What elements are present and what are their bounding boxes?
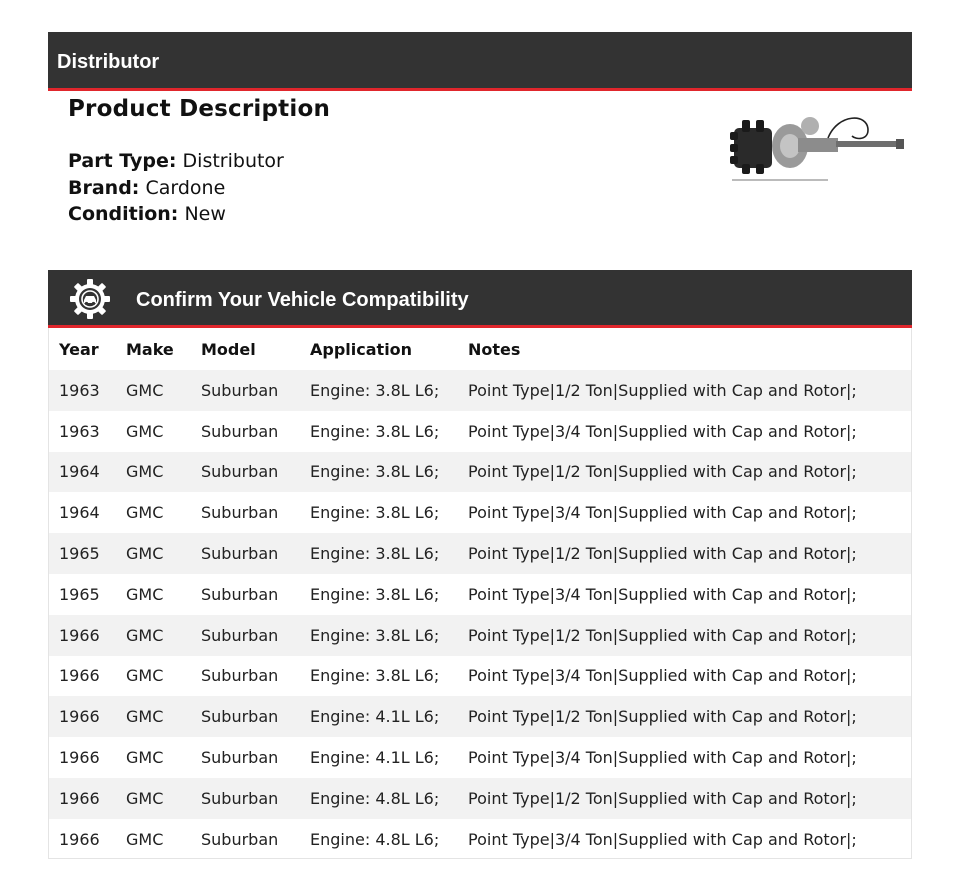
cell-year: 1965 [59, 584, 100, 604]
table-row [49, 656, 911, 697]
compatibility-bar [48, 270, 912, 328]
table-row [49, 778, 911, 819]
cell-application: Engine: 4.8L L6; [310, 829, 440, 849]
cell-model: Suburban [201, 380, 279, 400]
field-value: Distributor [182, 150, 284, 172]
cell-model: Suburban [201, 748, 279, 768]
cell-application: Engine: 3.8L L6; [310, 625, 440, 645]
cell-year: 1966 [59, 625, 100, 645]
cell-year: 1964 [59, 503, 100, 523]
cell-make: GMC [126, 748, 164, 768]
table-row [49, 696, 911, 737]
column-header-model: Model [201, 339, 256, 359]
cell-notes: Point Type|3/4 Ton|Supplied with Cap and Rotor|; [468, 829, 857, 849]
cell-model: Suburban [201, 788, 279, 808]
compatibility-table [48, 328, 912, 859]
cell-make: GMC [126, 421, 164, 441]
table-row [49, 574, 911, 615]
cell-application: Engine: 3.8L L6; [310, 503, 440, 523]
cell-make: GMC [126, 544, 164, 564]
compatibility-title: Confirm Your Vehicle Compatibility [136, 289, 469, 311]
cell-year: 1966 [59, 707, 100, 727]
cell-make: GMC [126, 503, 164, 523]
table-row [49, 492, 911, 533]
column-header-make: Make [126, 339, 174, 359]
cell-notes: Point Type|3/4 Ton|Supplied with Cap and Rotor|; [468, 666, 857, 686]
cell-model: Suburban [201, 829, 279, 849]
cell-year: 1966 [59, 788, 100, 808]
condition-row [68, 201, 708, 228]
cell-make: GMC [126, 829, 164, 849]
field-label: Part Type: [68, 150, 177, 172]
cell-notes: Point Type|1/2 Ton|Supplied with Cap and Rotor|; [468, 788, 857, 808]
column-header-year: Year [59, 339, 99, 359]
cell-model: Suburban [201, 462, 279, 482]
field-value: New [184, 203, 226, 225]
cell-notes: Point Type|1/2 Ton|Supplied with Cap and Rotor|; [468, 380, 857, 400]
description-heading: Product Description [68, 96, 331, 122]
cell-application: Engine: 3.8L L6; [310, 380, 440, 400]
cell-make: GMC [126, 666, 164, 686]
brand-row [68, 175, 708, 202]
cell-model: Suburban [201, 421, 279, 441]
cell-application: Engine: 3.8L L6; [310, 666, 440, 686]
distributor-product-image [728, 108, 908, 184]
gear-car-icon [69, 278, 111, 320]
table-header-row [49, 328, 911, 370]
header-title: Distributor [57, 51, 160, 73]
cell-make: GMC [126, 788, 164, 808]
cell-notes: Point Type|1/2 Ton|Supplied with Cap and Rotor|; [468, 544, 857, 564]
cell-notes: Point Type|1/2 Ton|Supplied with Cap and Rotor|; [468, 462, 857, 482]
table-row [49, 737, 911, 778]
cell-year: 1965 [59, 544, 100, 564]
column-header-application: Application [310, 339, 413, 359]
cell-application: Engine: 3.8L L6; [310, 584, 440, 604]
cell-application: Engine: 4.8L L6; [310, 788, 440, 808]
cell-year: 1966 [59, 829, 100, 849]
cell-notes: Point Type|1/2 Ton|Supplied with Cap and Rotor|; [468, 707, 857, 727]
cell-notes: Point Type|1/2 Ton|Supplied with Cap and Rotor|; [468, 625, 857, 645]
cell-application: Engine: 3.8L L6; [310, 421, 440, 441]
cell-application: Engine: 3.8L L6; [310, 544, 440, 564]
cell-application: Engine: 3.8L L6; [310, 462, 440, 482]
cell-notes: Point Type|3/4 Ton|Supplied with Cap and Rotor|; [468, 748, 857, 768]
cell-make: GMC [126, 380, 164, 400]
cell-year: 1963 [59, 380, 100, 400]
cell-make: GMC [126, 707, 164, 727]
cell-notes: Point Type|3/4 Ton|Supplied with Cap and Rotor|; [468, 584, 857, 604]
cell-model: Suburban [201, 666, 279, 686]
cell-make: GMC [126, 462, 164, 482]
cell-application: Engine: 4.1L L6; [310, 748, 440, 768]
part-type-row [68, 148, 708, 175]
cell-model: Suburban [201, 584, 279, 604]
field-label: Condition: [68, 203, 179, 225]
header-bar [48, 32, 912, 91]
cell-year: 1963 [59, 421, 100, 441]
cell-model: Suburban [201, 625, 279, 645]
cell-year: 1966 [59, 748, 100, 768]
cell-application: Engine: 4.1L L6; [310, 707, 440, 727]
cell-model: Suburban [201, 503, 279, 523]
cell-year: 1966 [59, 666, 100, 686]
cell-notes: Point Type|3/4 Ton|Supplied with Cap and Rotor|; [468, 503, 857, 523]
table-row [49, 370, 911, 411]
cell-make: GMC [126, 584, 164, 604]
table-row [49, 615, 911, 656]
table-row [49, 533, 911, 574]
cell-make: GMC [126, 625, 164, 645]
table-row [49, 411, 911, 452]
table-row [49, 819, 911, 860]
column-header-notes: Notes [468, 339, 521, 359]
cell-year: 1964 [59, 462, 100, 482]
table-row [49, 452, 911, 493]
field-label: Brand: [68, 176, 140, 199]
cell-notes: Point Type|3/4 Ton|Supplied with Cap and Rotor|; [468, 421, 857, 441]
cell-model: Suburban [201, 707, 279, 727]
product-description [68, 96, 708, 228]
field-value: Cardone [145, 176, 226, 199]
cell-model: Suburban [201, 544, 279, 564]
